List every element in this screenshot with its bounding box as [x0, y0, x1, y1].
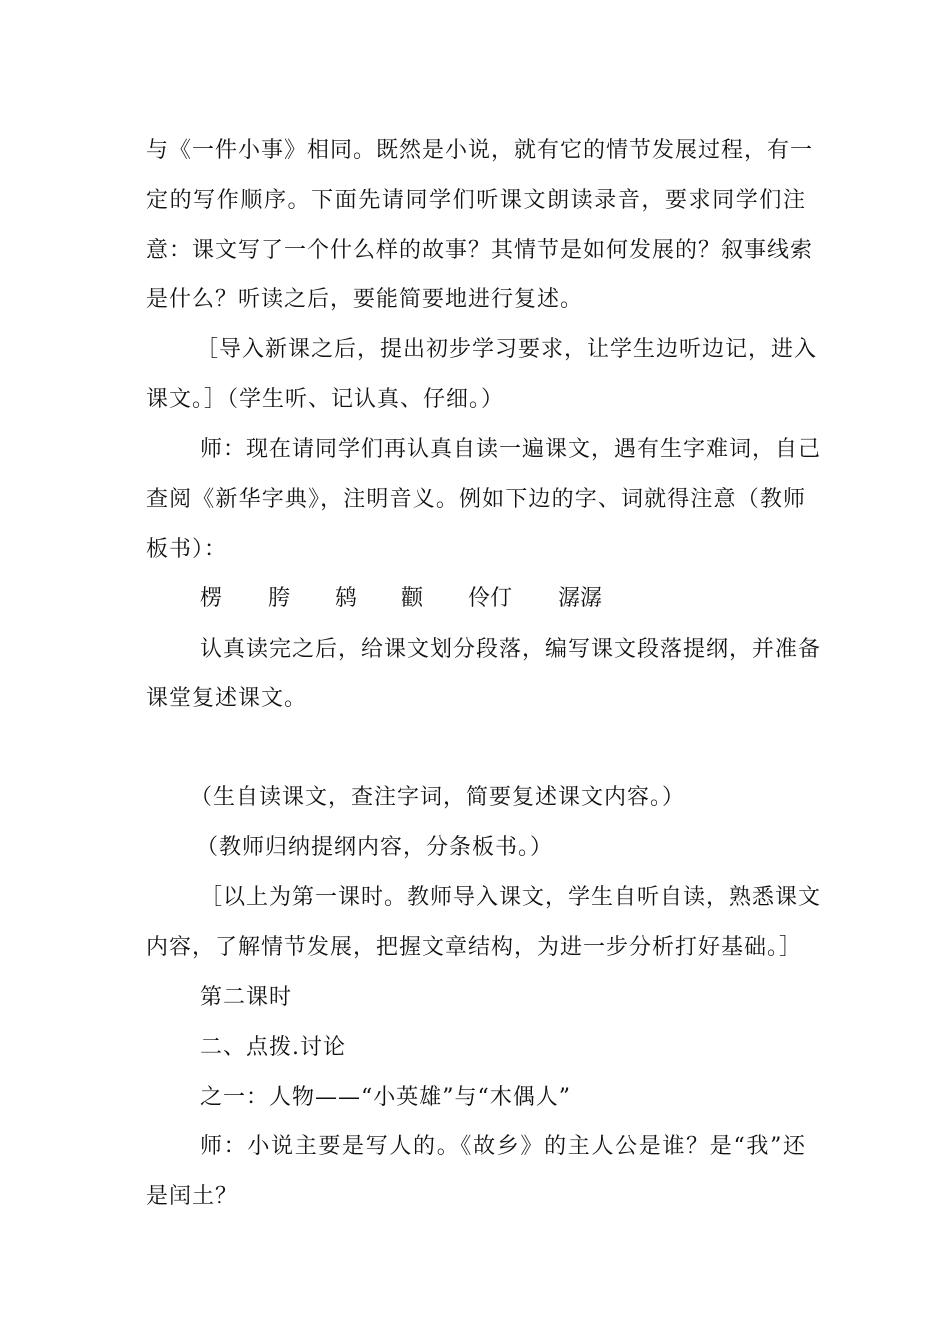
text-line: 板书）： — [146, 537, 228, 562]
text-line: 课文。］（学生听、记认真、仔细。） — [146, 387, 505, 412]
text-line: 课堂复述课文。 — [146, 686, 308, 711]
text-line: 与《一件小事》相同。既然是小说，就有它的情节发展过程，有一 — [146, 138, 814, 163]
vocab-item: 鸫 — [335, 586, 358, 611]
text-line: （生自读课文，查注字词，简要复述课文内容。） — [190, 785, 686, 810]
text-line: 师：小说主要是写人的。《故乡》的主人公是谁？是“我”还 — [200, 1134, 806, 1159]
vocab-item: 潺潺 — [558, 586, 603, 611]
text-line: 是闰土？ — [146, 1184, 239, 1209]
vocab-item: 颧 — [401, 586, 424, 611]
vocab-item: 胯 — [268, 586, 291, 611]
text-line: 认真读完之后，给课文划分段落，编写课文段落提纲，并准备 — [200, 637, 822, 662]
text-line: （教师归纳提纲内容，分条板书。） — [196, 835, 554, 860]
vocab-item: 伶仃 — [468, 586, 513, 611]
text-line: 意：课文写了一个什么样的故事？其情节是如何发展的？叙事线索 — [146, 238, 814, 263]
text-line: ［导入新课之后，提出初步学习要求，让学生边听边记，进入 — [196, 337, 818, 362]
lesson-heading: 第二课时 — [200, 985, 293, 1010]
text-line: ［以上为第一课时。教师导入课文，学生自听自读，熟悉课文 — [200, 885, 822, 910]
text-line: 定的写作顺序。下面先请同学们听课文朗读录音，要求同学们注 — [146, 188, 806, 213]
text-line: 内容，了解情节发展，把握文章结构，为进一步分析打好基础。］ — [146, 935, 803, 960]
text-line: 是什么？听读之后，要能简要地进行复述。 — [146, 287, 584, 312]
topic-heading: 之一：人物——“小英雄”与“木偶人” — [200, 1085, 571, 1110]
section-heading: 二、点拨.讨论 — [200, 1035, 346, 1060]
text-line: 师：现在请同学们再认真自读一遍课文，遇有生字难词，自己 — [200, 437, 822, 462]
vocab-item: 楞 — [200, 586, 223, 611]
text-line: 查阅《新华字典》，注明音义。例如下边的字、词就得注意（教师 — [146, 487, 806, 512]
